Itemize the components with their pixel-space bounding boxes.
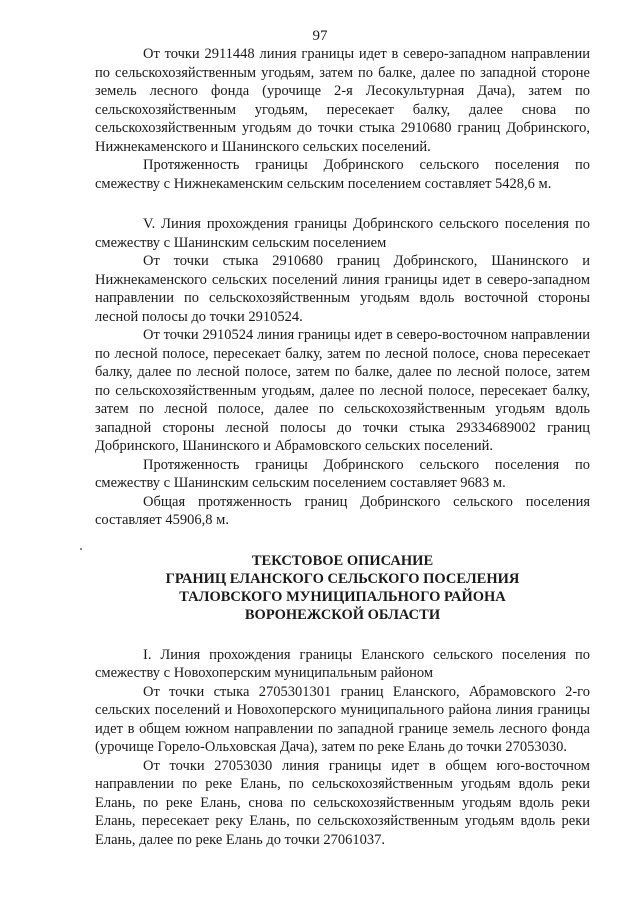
page-number: 97 — [312, 28, 328, 44]
paragraph: Протяженность границы Добринского сельского поселения по смежеству с Шанинским сельским поселением составляет 9683 м. — [95, 456, 590, 491]
paragraph: Протяженность границы Добринского сельского поселения по смежеству с Нижнекаменским сельским поселением составляет 5428,6 м. — [95, 157, 590, 192]
paragraph: От точки 27053030 линия границы идет в общем юго-восточном направлении по реке Елань, по сельскохозяйственным угодьям вдоль реки Елань, по реке Елань, снова по сельскохозяйственным угодьям вдоль реки Елань, пересекает реку Елань, по сельскохозяйственным угодьям вдоль реки Елань, далее по реке Елань до точки 27061037. — [95, 757, 590, 848]
spacer — [95, 624, 590, 646]
spacer — [95, 530, 590, 552]
heading-line: ГРАНИЦ ЕЛАНСКОГО СЕЛЬСКОГО ПОСЕЛЕНИЯ — [165, 570, 520, 587]
paragraph: От точки 2911448 линия границы идет в северо-западном направлении по сельскохозяйственным угодьям, затем по балке, далее по западной стороне земель лесного фонда (урочище 2-я Лесокультурная Дача), затем по сельскохозяйственным угодьям, пересекает балку, далее снова по сельскохозяйственным угодьям до точки стыка 2910680 границ Добринского, Нижнекаменского и Шанинского сельских поселений. — [95, 46, 590, 155]
heading-line: ТЕКСТОВОЕ ОПИСАНИЕ — [251, 552, 434, 569]
paragraph: Общая протяженность границ Добринского сельского поселения составляет 45906,8 м. — [95, 493, 590, 528]
section-heading — [95, 552, 590, 624]
heading-line: ТАЛОВСКОГО МУНИЦИПАЛЬНОГО РАЙОНА — [179, 588, 506, 605]
section-v-title: V. Линия прохождения границы Добринского сельского поселения по смежеству с Шанинским сельским поселением — [95, 216, 590, 251]
paragraph: От точки 2910524 линия границы идет в северо-восточном направлении по лесной полосе, пересекает балку, затем по лесной полосе, снова пересекает балку, далее по лесной полосе, затем по балке, далее по лесной полосе, затем по сельскохозяйственным угодьям, далее по лесной полосе, пересекает балку, затем по лесной полосе, далее по сельскохозяйственным угодьям вдоль западной стороны лесной полосы до точки стыка 29334689002 границ Добринского, Шанинского и Абрамовского сельских поселений. — [95, 327, 590, 454]
section-i-title: I. Линия прохождения границы Еланского сельского поселения по смежеству с Новохоперским муниципальным районом — [95, 646, 590, 681]
paragraph: От точки стыка 2910680 границ Добринского, Шанинского и Нижнекаменского сельских поселений линия границы идет в северо-западном направлении по сельскохозяйственным угодьям вдоль восточной стороны лесной полосы до точки 2910524. — [95, 253, 590, 325]
document-body — [95, 45, 590, 849]
scan-artifact — [80, 548, 82, 550]
heading-line: ВОРОНЕЖСКОЙ ОБЛАСТИ — [244, 606, 441, 623]
spacer — [95, 193, 590, 215]
paragraph: От точки стыка 2705301301 границ Еланского, Абрамовского 2-го сельских поселений и Новохоперского муниципального района линия границы идет в общем южном направлении по западной границе земель лесного фонда (урочище Горело-Ольховская Дача), затем по реке Елань до точки 27053030. — [95, 683, 590, 755]
